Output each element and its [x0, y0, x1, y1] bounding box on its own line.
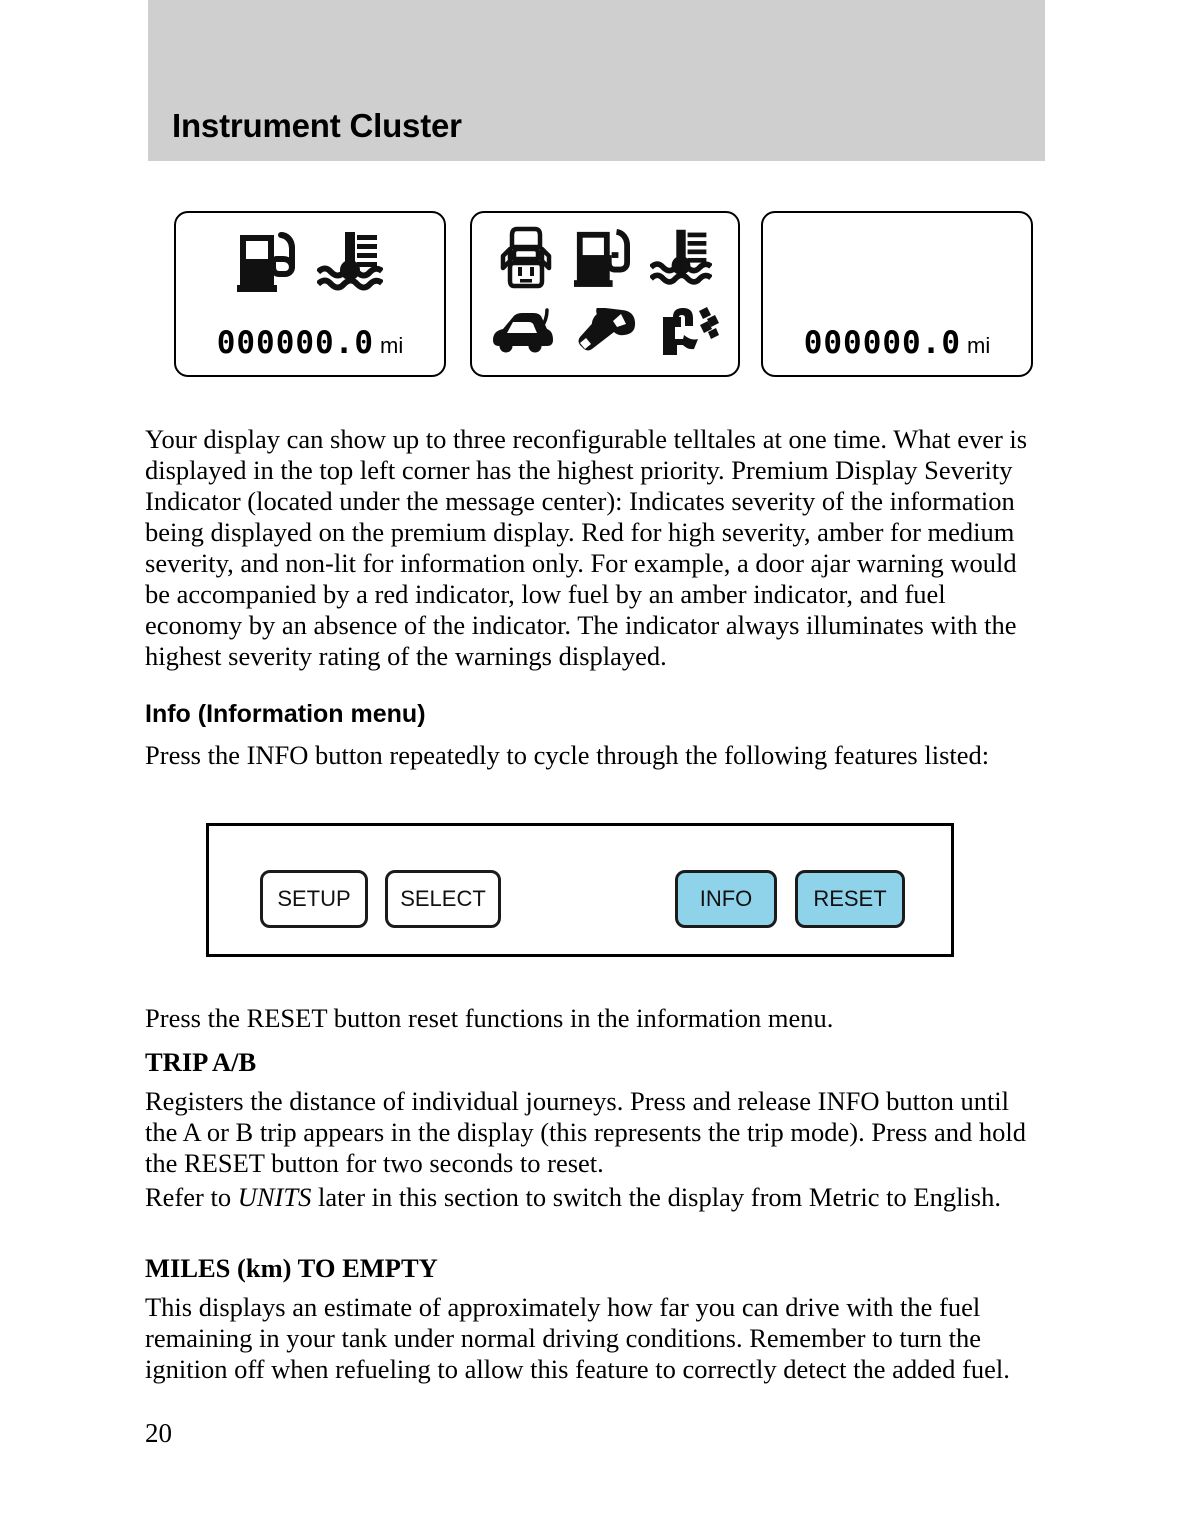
- setup-button[interactable]: [260, 870, 368, 928]
- trip-ab-paragraph: Registers the distance of individual journeys. Press and release INFO button until the A or B trip appears in the display (this represents the trip mode). Press and hold the RESET button for two seconds to reset.: [145, 1086, 1026, 1178]
- cluster-display-figure: [145, 207, 1045, 382]
- cluster-display-left: [174, 211, 446, 377]
- coolant-temperature-icon: [317, 230, 383, 297]
- wrench-service-icon: [575, 308, 637, 359]
- select-button[interactable]: [385, 870, 501, 928]
- page-number: 20: [145, 1418, 172, 1448]
- odometer-left: [176, 325, 444, 361]
- page-title: Instrument Cluster: [172, 107, 462, 144]
- fuel-pump-icon: [237, 229, 295, 298]
- intro-paragraph: Your display can show up to three reconfigurable telltales at one time. What ever is displayed in the top left corner has the highest priority. Premium Display Severity Indicator (located under the message center): Indicates severity of the information being displayed on the premium display. Red for high severity, amber for medium severity, and non-lit for information only. For example, a door ajar warning would be accompanied by a red indicator, low fuel by an amber indicator, and fuel economy by an absence of the indicator. The indicator always illuminates with the highest severity rating of the warnings displayed.: [145, 424, 1028, 671]
- door-ajar-icon: [498, 225, 554, 294]
- odometer-value: 000000.0: [216, 325, 375, 361]
- odometer-right: [763, 325, 1031, 361]
- steering-wheel-button-panel: [206, 823, 954, 957]
- odometer-value: 000000.0: [803, 325, 962, 361]
- odometer-unit: mi: [380, 333, 404, 358]
- coolant-temperature-icon: [650, 227, 712, 292]
- info-button[interactable]: [675, 870, 777, 928]
- fuel-pump-icon: [574, 226, 630, 293]
- cluster-display-right: [761, 211, 1033, 377]
- miles-to-empty-heading: MILES (km) TO EMPTY: [145, 1253, 438, 1283]
- info-menu-paragraph: Press the INFO button repeatedly to cycle through the following features listed:: [145, 740, 990, 770]
- trip-ab-heading: TRIP A/B: [145, 1047, 257, 1077]
- odometer-unit: mi: [967, 333, 991, 358]
- car-antenna-icon: [489, 308, 553, 359]
- reset-paragraph: Press the RESET button reset functions in the information menu.: [145, 1003, 834, 1033]
- reset-button[interactable]: [795, 870, 905, 928]
- setup-button-label: SETUP: [277, 886, 351, 911]
- units-paragraph: [145, 1182, 1043, 1213]
- washer-fluid-icon: [659, 305, 721, 362]
- units-text-prefix: Refer to: [145, 1182, 238, 1212]
- units-keyword: UNITS: [237, 1182, 312, 1212]
- miles-to-empty-paragraph: This displays an estimate of approximately how far you can drive with the fuel remaining in your tank under normal driving conditions. Remember to turn the ignition off when refueling to allow this feature to correctly detect the added fuel.: [145, 1292, 1010, 1384]
- info-menu-heading: Info (Information menu): [145, 700, 426, 728]
- select-button-label: SELECT: [400, 886, 486, 911]
- info-button-label: INFO: [699, 886, 753, 911]
- cluster-display-middle: [470, 211, 740, 377]
- units-text-suffix: later in this section to switch the display from Metric to English.: [311, 1182, 1001, 1212]
- reset-button-label: RESET: [813, 886, 887, 911]
